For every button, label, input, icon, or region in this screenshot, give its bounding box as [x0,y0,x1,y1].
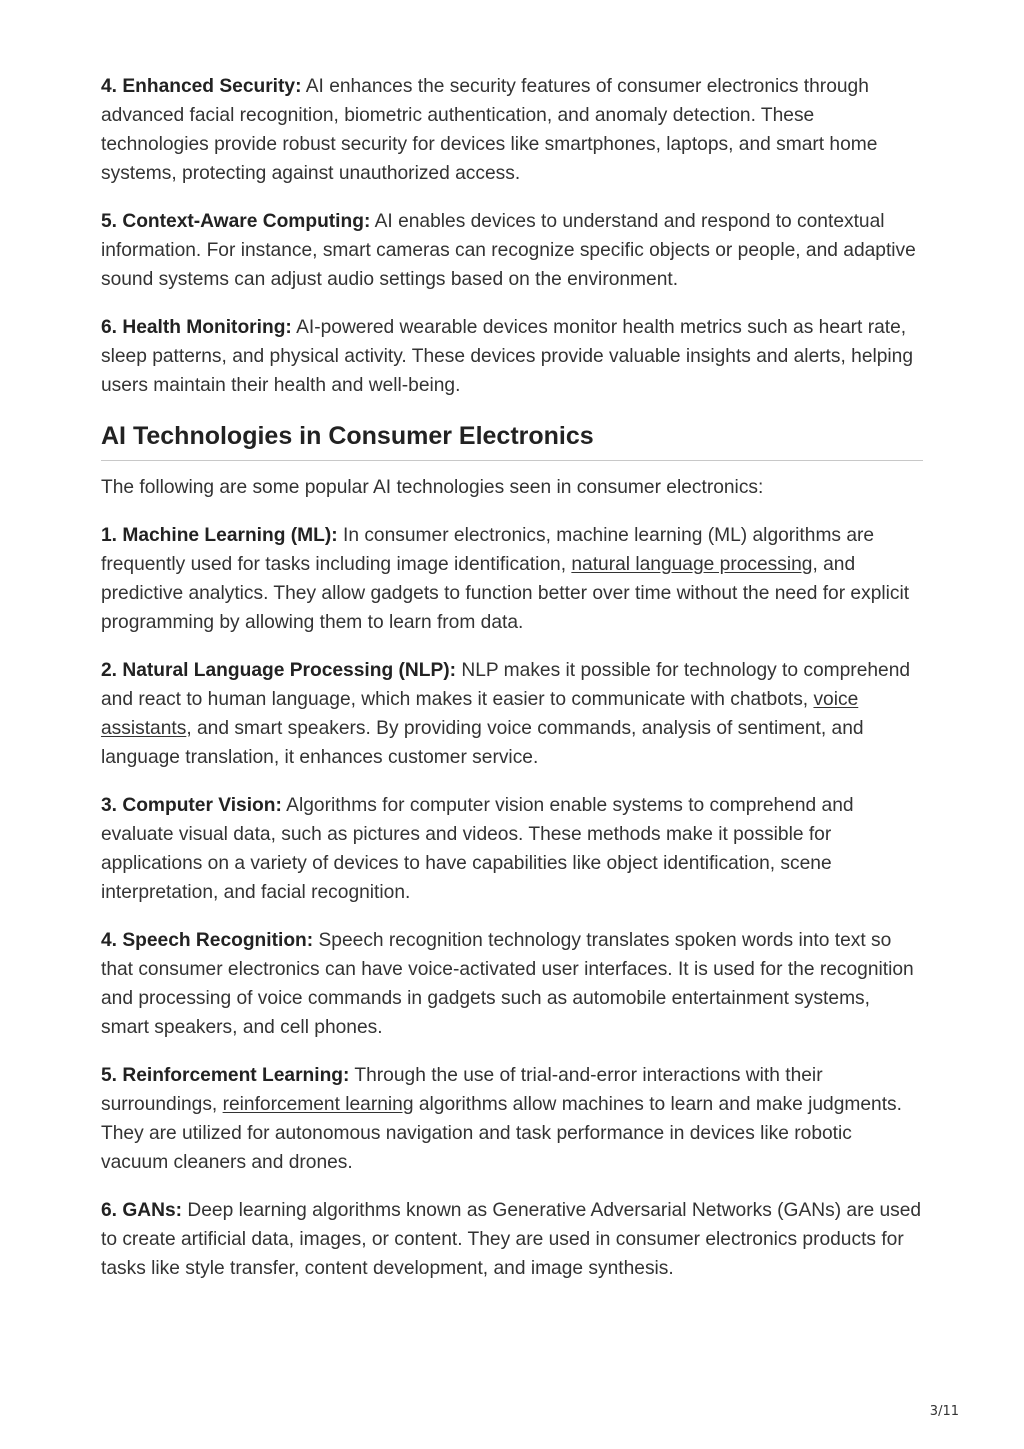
paragraph-health-monitoring [101,313,923,400]
paragraph-enhanced-security [101,72,923,188]
paragraph-natural-language-processing [101,656,923,772]
paragraph-text: AI-powered wearable devices monitor health metrics such as heart rate, sleep patterns, and physical activity. These devices provide valuable insights and alerts, helping users maintain their health and well-being. [101,317,914,396]
reinforcement-learning-link[interactable]: reinforcement learning [222,1094,414,1115]
term-label: 4. Speech Recognition: [101,930,314,951]
paragraph-context-aware-computing [101,207,923,294]
term-label: 5. Reinforcement Learning: [101,1065,350,1086]
paragraph-reinforcement-learning [101,1061,923,1177]
paragraph-text: AI enhances the security features of consumer electronics through advanced facial recognition, biometric authentication, and anomaly detection. These technologies provide robust security for devices like smartphones, laptops, and smart home systems, protecting against unauthorized access. [101,76,878,184]
term-label: 3. Computer Vision: [101,795,282,816]
document-page [101,72,923,1302]
paragraph-text: In consumer electronics, machine learning (ML) algorithms are frequently used for tasks including image identification, [101,525,875,575]
paragraph-text: Through the use of trial-and-error interactions with their surroundings, [101,1065,823,1115]
term-label: 1. Machine Learning (ML): [101,525,338,546]
section-intro: The following are some popular AI technologies seen in consumer electronics: [101,477,764,498]
paragraph-text: NLP makes it possible for technology to comprehend and react to human language, which makes it easier to communicate with chatbots, [101,660,911,710]
page-number: 3/11 [929,1404,959,1419]
paragraph-computer-vision [101,791,923,907]
term-label: 4. Enhanced Security: [101,76,302,97]
paragraph-text: , and predictive analytics. They allow gadgets to function better over time without the need for explicit programming by allowing them to learn from data. [101,554,910,633]
section-heading: AI Technologies in Consumer Electronics [101,419,923,461]
paragraph-text: Deep learning algorithms known as Generative Adversarial Networks (GANs) are used to create artificial data, images, or content. They are used in consumer electronics products for tasks like style transfer, content development, and image synthesis. [101,1200,922,1279]
paragraph-gans [101,1196,923,1283]
paragraph-text: AI enables devices to understand and respond to contextual information. For instance, smart cameras can recognize specific objects or people, and adaptive sound systems can adjust audio settings based on the environment. [101,211,916,290]
voice-assistants-link[interactable]: voice assistants [101,689,859,739]
natural-language-processing-link[interactable]: natural language processing [571,554,813,575]
paragraph-speech-recognition [101,926,923,1042]
paragraph-machine-learning [101,521,923,637]
term-label: 6. GANs: [101,1200,183,1221]
paragraph-text: , and smart speakers. By providing voice commands, analysis of sentiment, and language translation, it enhances customer service. [101,718,864,768]
term-label: 2. Natural Language Processing (NLP): [101,660,457,681]
paragraph-text: algorithms allow machines to learn and make judgments. They are utilized for autonomous navigation and task performance in devices like robotic vacuum cleaners and drones. [101,1094,902,1173]
term-label: 5. Context-Aware Computing: [101,211,371,232]
paragraph-text: Algorithms for computer vision enable systems to comprehend and evaluate visual data, such as pictures and videos. These methods make it possible for applications on a variety of devices to have capabilities like object identification, scene interpretation, and facial recognition. [101,795,854,903]
paragraph-text: Speech recognition technology translates spoken words into text so that consumer electronics can have voice-activated user interfaces. It is used for the recognition and processing of voice commands in gadgets such as automobile entertainment systems, smart speakers, and cell phones. [101,930,914,1038]
term-label: 6. Health Monitoring: [101,317,292,338]
